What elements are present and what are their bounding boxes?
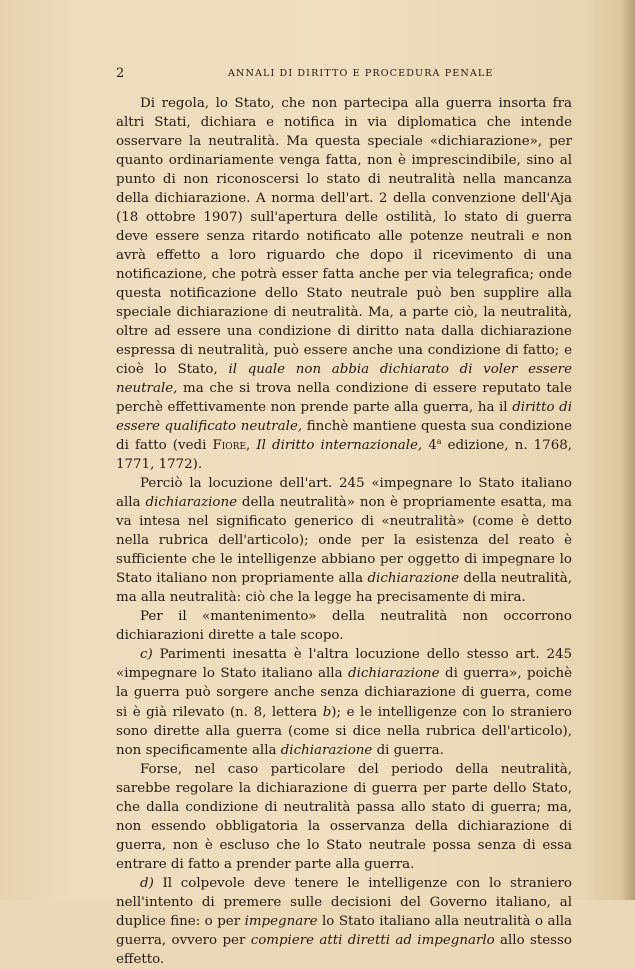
text-run: Per il «mantenimento» della neutralità non occorrono dichiarazioni dirette a tale scopo.	[116, 609, 572, 644]
page-number: 2	[116, 66, 125, 81]
text-run: 4	[422, 438, 437, 454]
text-run: lo Stato italiano alla neutralità o alla guerra, ovvero per	[116, 913, 573, 948]
text-run: di guerra.	[372, 742, 444, 758]
text-run: Forse, nel caso particolare del periodo della neutralità, sarebbe regolare la dichiarazione di guerra per parte dello Stato, che dalla condizione di neutralità passa allo stato di guerra; ma, non essendo obbligatoria la osservanza della dichiarazione di guerra, non è escluso che lo Stato neutrale possa senza di essa entrare di fatto a prender parte alla guerra.	[116, 761, 572, 872]
paragraph-1	[116, 94, 572, 474]
italic-run: dichiarazione	[348, 666, 440, 682]
text-run: Perciò la locuzione dell'art. 245 «impegnare lo Stato italiano alla	[116, 476, 572, 511]
page-header	[116, 66, 572, 82]
text-run: edizione, n. 1768, 1771, 1772).	[116, 438, 572, 473]
text-run: ma che si trova nella condizione di essere reputato tale perchè effettivamente non prende parte alla guerra, ha il	[116, 381, 572, 416]
running-title: ANNALI DI DIRITTO E PROCEDURA PENALE	[228, 68, 494, 79]
paragraph-5	[116, 760, 572, 874]
italic-run: diritto di essere qualificato neutrale,	[116, 400, 572, 435]
italic-run: dichiarazione	[367, 571, 460, 587]
italic-run: dichiarazione	[280, 742, 373, 758]
italic-run: Il diritto internazionale,	[256, 438, 423, 454]
author-name: Fiore,	[212, 438, 251, 454]
text-run: allo stesso effetto.	[116, 932, 572, 967]
paragraph-6	[116, 874, 572, 969]
text-run: ); e le intelligenze con lo straniero sono dirette alla guerra (come si dice nella rubrica dell'articolo), non specificamente alla	[116, 704, 572, 758]
italic-run: il quale non abbia dichiarato di voler essere neutrale,	[116, 362, 573, 397]
italic-run: impegnare	[244, 913, 318, 929]
text-run: Il colpevole deve tenere le intelligenze con lo straniero nell'intento di premere sulle decisioni del Governo italiano, al duplice fine: o per	[116, 875, 572, 929]
text-run: Parimenti inesatta è l'altra locuzione dello stesso art. 245 «impegnare lo Stato italiano alla	[116, 647, 572, 682]
paragraph-3	[116, 607, 572, 645]
italic-run: compiere atti diretti ad impegnarlo	[250, 932, 495, 948]
italic-run: dichiarazione	[145, 495, 238, 511]
item-label: c)	[140, 647, 153, 663]
text-run: Di regola, lo Stato, che non partecipa alla guerra insorta fra altri Stati, dichiara e notifica in via diplomatica che intende osservare la neutralità. Ma questa speciale «dichiarazione», per quanto ordinariamente venga fatta, non è imprescindibile, sino al punto di non riconoscersi lo stato di neutralità nella mancanza della dichiarazione. A norma dell'art. 2 della convenzione dell'Aja (18 ottobre 1907) sull'apertura delle ostilità, lo stato di guerra deve essere senza ritardo notificato alle potenze neutrali e non avrà effetto a loro riguardo che dopo il ricevimento di una notificazione, che potrà esser fatta anche per via telegrafica; onde questa notificazione dello Stato neutrale può ben supplire alla speciale dichiarazione di neutralità. Ma, a parte ciò, la neutralità, oltre ad essere una condizione di diritto nata dalla dichiarazione espressa di neutralità, può essere anche una condizione di fatto; e cioè lo Stato,	[116, 96, 572, 378]
paragraph-4	[116, 645, 572, 759]
item-label: d)	[140, 875, 154, 891]
text-run: finchè mantiene questa sua condizione di fatto (vedi	[116, 419, 572, 454]
superscript: a	[436, 437, 442, 447]
text-run: della neutralità, ma alla neutralità: ciò che la legge ha precisamente di mira.	[116, 571, 572, 606]
text-run: della neutralità» non è propriamente esatta, ma va intesa nel significato generico di «neutralità» (come è detto nella rubrica dell'articolo); onde per la esistenza del reato è sufficiente che le intelligenze abbiano per oggetto di impegnare lo Stato italiano non propriamente alla	[116, 495, 572, 587]
body-text	[116, 94, 572, 969]
page-edge-shadow	[621, 0, 635, 900]
italic-run: b	[322, 704, 332, 720]
text-run: di guerra», poichè la guerra può sorgere anche senza dichiarazione di guerra, come si è già rilevato (n. 8, lettera	[116, 666, 572, 720]
paragraph-2	[116, 474, 572, 607]
